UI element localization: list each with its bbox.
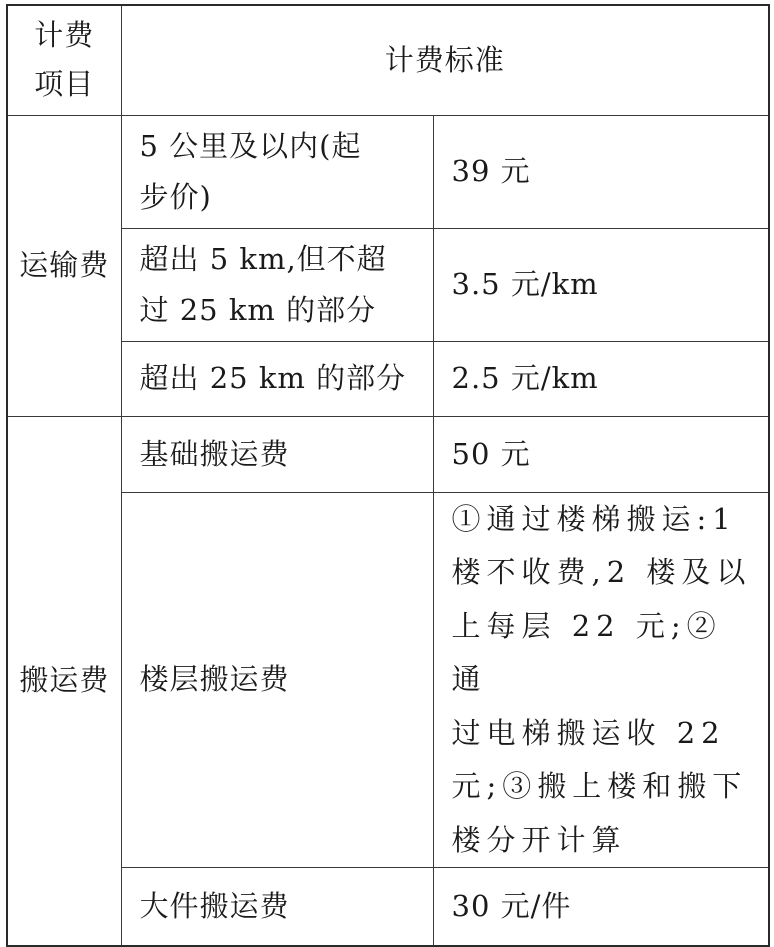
transport-item-line1: 5 公里及以内(起 — [139, 128, 362, 163]
transport-item-cell — [121, 115, 433, 228]
transport-item-cell — [121, 228, 433, 341]
moving-value-cell: 30 元/件 — [433, 868, 769, 946]
header-fee-item-line2: 项目 — [34, 67, 95, 102]
floor-fee-rule-line: 上每层 22 元;② 通 — [451, 608, 722, 696]
table-row — [7, 868, 769, 946]
floor-fee-rule-line: ①通过楼梯搬运:1 — [451, 501, 737, 536]
transport-item-line2: 步价) — [139, 179, 212, 214]
transport-item-line2: 过 25 km 的部分 — [139, 292, 377, 327]
transport-item-cell: 超出 25 km 的部分 — [121, 341, 433, 416]
transport-item-line1: 超出 5 km,但不超 — [139, 241, 387, 276]
transport-value-cell: 3.5 元/km — [433, 228, 769, 341]
moving-item-cell: 基础搬运费 — [121, 416, 433, 492]
fee-standard-sheet — [6, 4, 768, 923]
moving-value-cell — [433, 492, 769, 868]
table-row — [7, 416, 769, 492]
header-fee-item-cell — [7, 5, 121, 115]
floor-fee-rule-line: 楼不收费,2 楼及以 — [451, 555, 752, 589]
table-row — [7, 492, 769, 868]
moving-value-cell: 50 元 — [433, 416, 769, 492]
moving-item-cell: 大件搬运费 — [121, 868, 433, 946]
category-transport-fee: 运输费 — [7, 115, 121, 416]
transport-value-cell: 39 元 — [433, 115, 769, 228]
moving-item-cell: 楼层搬运费 — [121, 492, 433, 868]
floor-fee-rule-line: 元;③搬上楼和搬下 — [451, 769, 748, 803]
fee-standard-table — [6, 4, 770, 947]
floor-fee-rule-line: 过电梯搬运收 22 — [451, 715, 726, 750]
header-row — [7, 5, 769, 115]
floor-fee-rule-line: 楼分开计算 — [451, 822, 627, 857]
category-moving-fee: 搬运费 — [7, 416, 121, 946]
table-row — [7, 341, 769, 416]
table-row — [7, 115, 769, 228]
transport-value-cell: 2.5 元/km — [433, 341, 769, 416]
table-row — [7, 228, 769, 341]
header-fee-item-line1: 计费 — [34, 18, 95, 53]
header-fee-standard-cell: 计费标准 — [121, 5, 769, 115]
